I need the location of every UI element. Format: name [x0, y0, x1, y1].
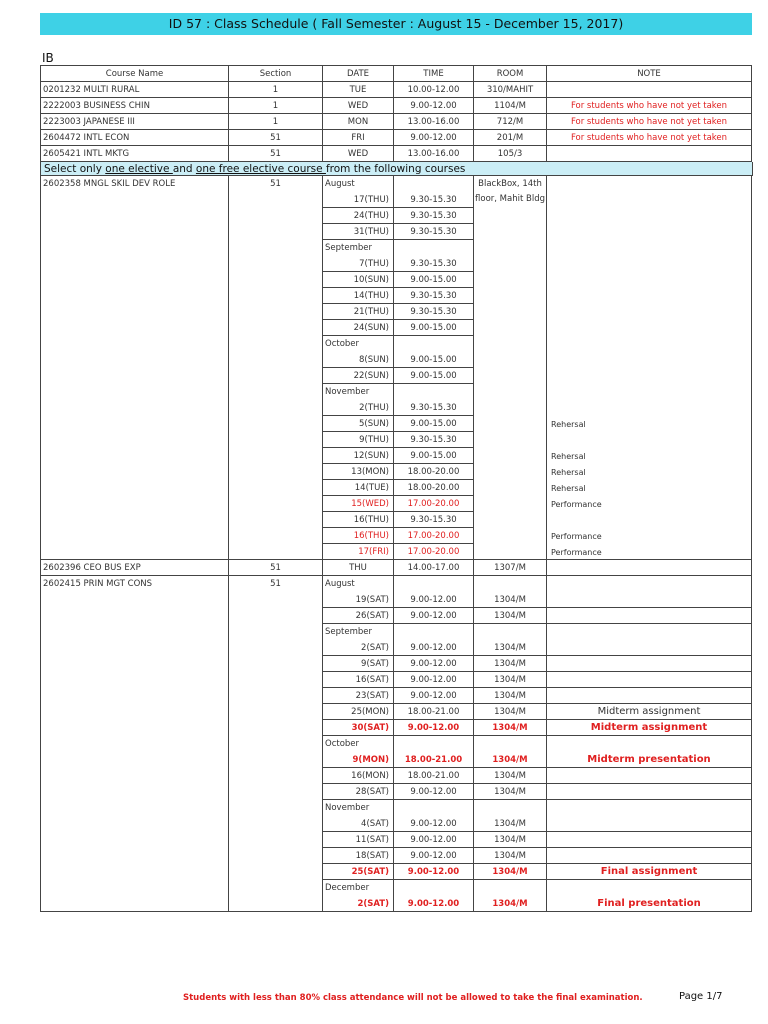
session-note [547, 880, 752, 896]
session-time [394, 576, 474, 592]
session-room: 1304/M [474, 656, 547, 672]
session-time: 9.30-15.30 [394, 256, 474, 272]
session-date: 17(FRI) [323, 544, 394, 560]
session-date: September [323, 624, 394, 640]
session-date: 25(MON) [323, 704, 394, 720]
course-section: 51 [229, 576, 323, 912]
session-note: Performance [551, 548, 602, 557]
session-time: 18.00-21.00 [394, 704, 474, 720]
session-time: 18.00-21.00 [394, 752, 474, 768]
session-note: Rehersal [551, 484, 586, 493]
course-name: 2223003 JAPANESE III [41, 114, 229, 130]
session-note [547, 576, 752, 592]
session-time: 9.00-12.00 [394, 672, 474, 688]
course-time: 13.00-16.00 [394, 114, 474, 130]
session-date: 15(WED) [323, 496, 394, 512]
elective-instruction-part: one free elective course [195, 163, 326, 175]
session-date: October [323, 736, 394, 752]
elective-instruction-part: one elective [105, 163, 173, 175]
program-label: IB [42, 51, 54, 65]
session-time: 9.00-12.00 [394, 848, 474, 864]
session-date: October [323, 336, 394, 352]
course-date: MON [323, 114, 394, 130]
session-note: Rehersal [551, 420, 586, 429]
course-name: 2602358 MNGL SKIL DEV ROLE [41, 176, 229, 560]
header-time: TIME [394, 66, 474, 82]
session-date: 30(SAT) [323, 720, 394, 736]
session-date: August [323, 576, 394, 592]
session-time [394, 736, 474, 752]
course-time: 14.00-17.00 [394, 560, 474, 576]
session-note: Rehersal [551, 452, 586, 461]
session-date: 14(THU) [323, 288, 394, 304]
session-time [394, 336, 474, 352]
session-note: Rehersal [551, 468, 586, 477]
session-date: December [323, 880, 394, 896]
session-date: 23(SAT) [323, 688, 394, 704]
course-section: 51 [229, 146, 323, 162]
session-time: 9.00-12.00 [394, 640, 474, 656]
course-note [547, 146, 752, 162]
session-date: 13(MON) [323, 464, 394, 480]
session-room: 1304/M [474, 864, 547, 880]
course-date: FRI [323, 130, 394, 146]
session-time: 9.00-12.00 [394, 832, 474, 848]
session-date: 9(MON) [323, 752, 394, 768]
elective-instruction-part: and [172, 163, 196, 175]
session-room [474, 736, 547, 752]
session-room: 1304/M [474, 768, 547, 784]
session-time: 9.30-15.30 [394, 288, 474, 304]
session-note [547, 832, 752, 848]
session-date: 31(THU) [323, 224, 394, 240]
session-note [547, 768, 752, 784]
session-time: 9.00-12.00 [394, 720, 474, 736]
course-room: 105/3 [474, 146, 547, 162]
session-note [547, 784, 752, 800]
session-time [394, 624, 474, 640]
page-title: ID 57 : Class Schedule ( Fall Semester : August 15 - December 15, 2017) [40, 13, 752, 35]
session-date: 19(SAT) [323, 592, 394, 608]
session-time: 9.00-15.00 [394, 320, 474, 336]
session-note [547, 848, 752, 864]
header-date: DATE [323, 66, 394, 82]
course-section: 1 [229, 114, 323, 130]
session-time [394, 240, 474, 256]
elective-instruction-part: from the following courses [325, 163, 466, 175]
session-date: 14(TUE) [323, 480, 394, 496]
session-room: 1304/M [474, 608, 547, 624]
session-note: Performance [551, 500, 602, 509]
course-room [474, 176, 547, 560]
session-date: 24(THU) [323, 208, 394, 224]
session-time: 9.30-15.30 [394, 432, 474, 448]
session-note [547, 624, 752, 640]
course-name: 2222003 BUSINESS CHIN [41, 98, 229, 114]
course-name: 0201232 MULTI RURAL [41, 82, 229, 98]
session-date: 18(SAT) [323, 848, 394, 864]
session-time: 9.00-15.00 [394, 368, 474, 384]
session-date: 9(THU) [323, 432, 394, 448]
session-time [394, 384, 474, 400]
attendance-warning: Students with less than 80% class attendance will not be allowed to take the final examination. [183, 993, 643, 1003]
page-number: Page 1/7 [679, 991, 723, 1002]
session-room: 1304/M [474, 816, 547, 832]
session-time: 9.30-15.30 [394, 304, 474, 320]
session-room [474, 800, 547, 816]
session-time: 9.00-15.00 [394, 352, 474, 368]
session-note [547, 640, 752, 656]
course-note: For students who have not yet taken [547, 98, 752, 114]
session-room: 1304/M [474, 672, 547, 688]
header-section: Section [229, 66, 323, 82]
session-date: 16(SAT) [323, 672, 394, 688]
session-note: Midterm assignment [547, 720, 752, 736]
session-date: 2(THU) [323, 400, 394, 416]
session-date: 5(SUN) [323, 416, 394, 432]
session-note: Performance [551, 532, 602, 541]
session-room: 1304/M [474, 896, 547, 912]
session-date: 21(THU) [323, 304, 394, 320]
course-section: 51 [229, 176, 323, 560]
session-note [547, 736, 752, 752]
course-time: 9.00-12.00 [394, 98, 474, 114]
session-room: 1304/M [474, 784, 547, 800]
session-time: 17.00-20.00 [394, 496, 474, 512]
course-room: 712/M [474, 114, 547, 130]
course-date: THU [323, 560, 394, 576]
session-time: 9.30-15.30 [394, 400, 474, 416]
session-date: 16(THU) [323, 528, 394, 544]
session-time: 9.30-15.30 [394, 512, 474, 528]
session-room [474, 576, 547, 592]
session-room: 1304/M [474, 832, 547, 848]
session-room: 1304/M [474, 752, 547, 768]
session-time: 9.00-12.00 [394, 784, 474, 800]
session-note [547, 592, 752, 608]
course-room: 310/MAHIT [474, 82, 547, 98]
session-time: 18.00-20.00 [394, 480, 474, 496]
course-name: 2602396 CEO BUS EXP [41, 560, 229, 576]
session-note [547, 656, 752, 672]
session-time [394, 800, 474, 816]
course-note [547, 82, 752, 98]
course-time: 10.00-12.00 [394, 82, 474, 98]
session-time [394, 176, 474, 192]
room-line: BlackBox, 14th [478, 179, 542, 189]
session-note [547, 608, 752, 624]
session-room: 1304/M [474, 848, 547, 864]
course-time: 9.00-12.00 [394, 130, 474, 146]
session-time: 9.00-12.00 [394, 656, 474, 672]
session-note: Midterm presentation [547, 752, 752, 768]
session-date: 22(SUN) [323, 368, 394, 384]
session-time: 18.00-20.00 [394, 464, 474, 480]
session-room [474, 880, 547, 896]
header-course: Course Name [41, 66, 229, 82]
session-time: 17.00-20.00 [394, 544, 474, 560]
course-section: 51 [229, 560, 323, 576]
session-date: September [323, 240, 394, 256]
course-time: 13.00-16.00 [394, 146, 474, 162]
session-date: 11(SAT) [323, 832, 394, 848]
session-date: 16(THU) [323, 512, 394, 528]
session-note: Final presentation [547, 896, 752, 912]
session-time: 9.30-15.30 [394, 192, 474, 208]
session-time: 17.00-20.00 [394, 528, 474, 544]
session-date: 4(SAT) [323, 816, 394, 832]
session-room: 1304/M [474, 704, 547, 720]
course-name: 2605421 INTL MKTG [41, 146, 229, 162]
session-room: 1304/M [474, 592, 547, 608]
course-name: 2602415 PRIN MGT CONS [41, 576, 229, 912]
session-note: Midterm assignment [547, 704, 752, 720]
schedule-table [40, 65, 752, 912]
course-note [547, 560, 752, 576]
session-date: 28(SAT) [323, 784, 394, 800]
session-time: 9.00-12.00 [394, 896, 474, 912]
session-time: 9.30-15.30 [394, 224, 474, 240]
session-time: 9.00-12.00 [394, 608, 474, 624]
session-date: August [323, 176, 394, 192]
session-date: 9(SAT) [323, 656, 394, 672]
session-date: 8(SUN) [323, 352, 394, 368]
session-time: 9.00-15.00 [394, 448, 474, 464]
session-time: 9.00-12.00 [394, 864, 474, 880]
session-date: 12(SUN) [323, 448, 394, 464]
session-room: 1304/M [474, 720, 547, 736]
session-note: Final assignment [547, 864, 752, 880]
session-time: 9.00-15.00 [394, 272, 474, 288]
session-date: 16(MON) [323, 768, 394, 784]
session-note [547, 800, 752, 816]
course-section: 1 [229, 98, 323, 114]
session-date: 26(SAT) [323, 608, 394, 624]
session-note [547, 672, 752, 688]
session-time: 9.00-12.00 [394, 592, 474, 608]
course-room: 1104/M [474, 98, 547, 114]
session-date: November [323, 800, 394, 816]
course-note: For students who have not yet taken [547, 114, 752, 130]
session-room: 1304/M [474, 640, 547, 656]
session-time: 18.00-21.00 [394, 768, 474, 784]
course-name: 2604472 INTL ECON [41, 130, 229, 146]
session-time: 9.00-12.00 [394, 816, 474, 832]
header-room: ROOM [474, 66, 547, 82]
session-date: 25(SAT) [323, 864, 394, 880]
course-date: WED [323, 98, 394, 114]
course-room: 201/M [474, 130, 547, 146]
session-date: 7(THU) [323, 256, 394, 272]
session-note [547, 688, 752, 704]
session-note [547, 816, 752, 832]
course-note: For students who have not yet taken [547, 130, 752, 146]
session-time [394, 880, 474, 896]
course-room: 1307/M [474, 560, 547, 576]
session-date: 24(SUN) [323, 320, 394, 336]
session-date: 2(SAT) [323, 640, 394, 656]
course-date: WED [323, 146, 394, 162]
session-date: 17(THU) [323, 192, 394, 208]
session-date: November [323, 384, 394, 400]
elective-instruction [41, 162, 753, 176]
session-date: 2(SAT) [323, 896, 394, 912]
course-section: 51 [229, 130, 323, 146]
session-time: 9.30-15.30 [394, 208, 474, 224]
course-date: TUE [323, 82, 394, 98]
session-room [474, 624, 547, 640]
session-time: 9.00-15.00 [394, 416, 474, 432]
room-line: floor, Mahit Bldg [475, 194, 545, 204]
session-time: 9.00-12.00 [394, 688, 474, 704]
course-section: 1 [229, 82, 323, 98]
elective-instruction-part: Select only [44, 163, 106, 175]
session-date: 10(SUN) [323, 272, 394, 288]
session-room: 1304/M [474, 688, 547, 704]
header-note: NOTE [547, 66, 752, 82]
